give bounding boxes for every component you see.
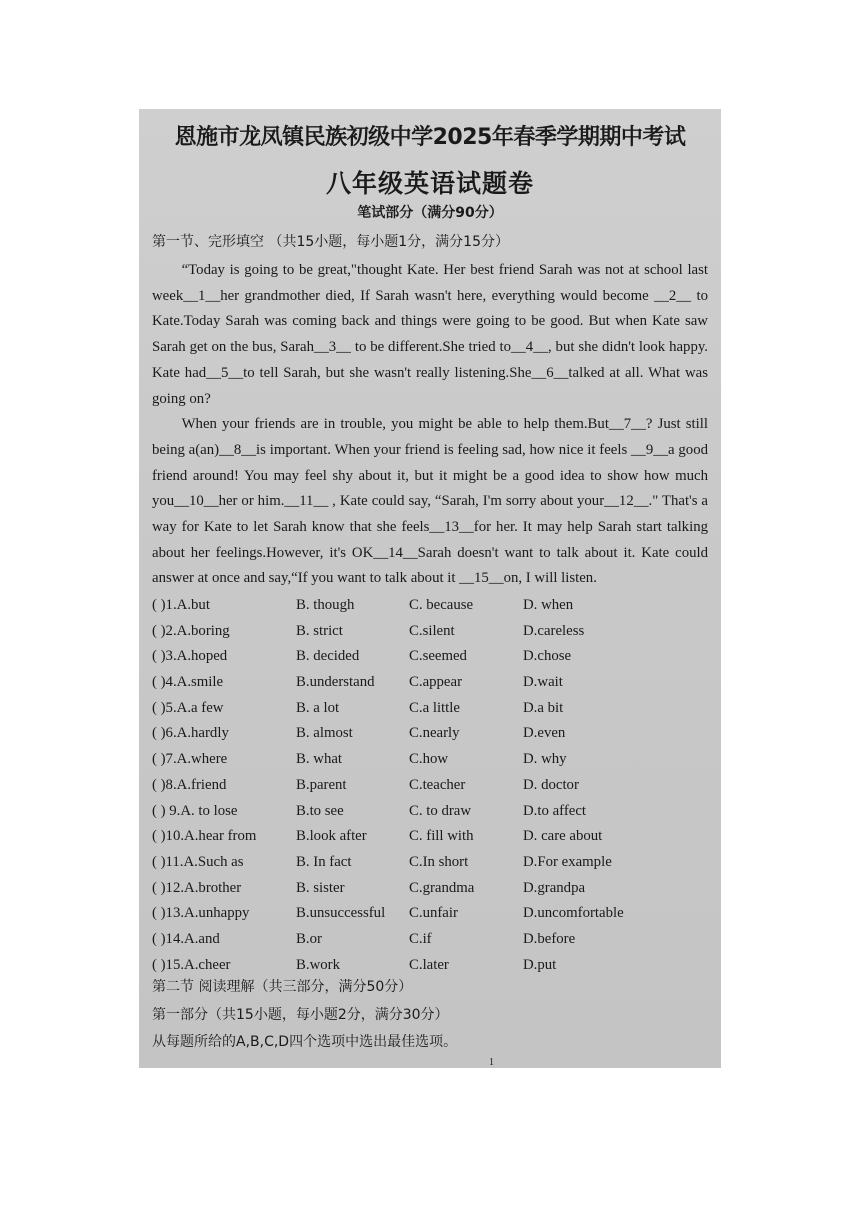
option-row <box>152 901 708 927</box>
option-d: D.grandpa <box>523 879 586 896</box>
option-c: C.a little <box>409 699 460 716</box>
option-c: C.if <box>409 930 432 947</box>
page-number: 1 <box>489 1057 494 1068</box>
option-b: B. though <box>296 597 355 613</box>
option-b: B.look after <box>296 828 367 845</box>
option-question: ( )6.A.hardly <box>152 725 229 742</box>
option-b: B. In fact <box>296 853 352 870</box>
option-question: ( )14.A.and <box>152 930 220 947</box>
option-question: ( )12.A.brother <box>152 879 242 896</box>
option-b: B.to see <box>296 802 344 819</box>
part1-heading: 第一部分（共15小题，每小题2分，满分30分） <box>152 1007 449 1023</box>
option-b: B. almost <box>296 725 353 742</box>
option-c: C.nearly <box>409 725 460 742</box>
options-list <box>152 593 708 978</box>
option-question: ( )7.A.where <box>152 751 228 768</box>
option-b: B. strict <box>296 622 343 639</box>
option-row <box>152 696 708 722</box>
option-d: D.before <box>523 930 576 947</box>
option-d: D.wait <box>523 674 563 691</box>
option-question: ( )10.A.hear from <box>152 828 257 845</box>
option-b: B. sister <box>296 879 345 896</box>
option-row <box>152 799 708 825</box>
exam-paper <box>139 109 721 1068</box>
option-c: C.unfair <box>409 905 458 922</box>
option-d: D. care about <box>523 828 603 845</box>
exam-subtitle: 笔试部分（满分90分） <box>357 205 503 221</box>
option-d: D.uncomfortable <box>523 905 624 922</box>
option-question: ( )11.A.Such as <box>152 853 244 870</box>
section2-heading: 第二节 阅读理解（共三部分，满分50分） <box>152 979 413 995</box>
passage-paragraph-2: When your friends are in trouble, you might be able to help them.But__7__? Just still being a(an)__8__is important. When your friend is feeling sad, how nice it feels __9__a good friend around! You may feel shy about it, but it might be a good idea to show how much you__10__her or him.__11__ , Kate could say, “Sarah, I'm sorry about your__12__." That's a way for Kate to let Sarah know that she feels__13__for her. It may help Sarah start talking about her feelings.However, it's OK__14__Sarah doesn't want to talk about it. Kate could answer at once and say,“If you want to talk about it __15__on, I will listen. <box>152 416 708 587</box>
option-row <box>152 619 708 645</box>
option-c: C.grandma <box>409 879 475 896</box>
option-row <box>152 721 708 747</box>
cloze-passage <box>152 258 708 592</box>
option-row <box>152 850 708 876</box>
option-question: ( )2.A.boring <box>152 622 230 639</box>
option-d: D. why <box>523 751 567 768</box>
option-b: B.or <box>296 930 322 947</box>
option-c: C. because <box>409 597 474 613</box>
option-b: B.work <box>296 956 340 973</box>
school-title: 恩施市龙凤镇民族初级中学2025年春季学期期中考试 <box>174 125 686 150</box>
passage-paragraph-1: “Today is going to be great,"thought Kate. Her best friend Sarah was not at school last week__1__her grandmother died, If Sarah wasn't here, everything would become __2__ to Kate.Today Sarah was coming back and things were going to be good. But when Kate saw Sarah get on the bus, Sarah__3__ to be different.She tried to__4__, but she didn't look happy. Kate had__5__to tell Sarah, but she wasn't really listening.She__6__talked at all. What was going on? <box>152 262 708 407</box>
option-d: D. doctor <box>523 776 579 793</box>
option-question: ( )3.A.hoped <box>152 648 228 665</box>
option-c: C.later <box>409 956 449 973</box>
option-d: D. when <box>523 597 574 613</box>
option-row <box>152 593 708 619</box>
option-d: D.a bit <box>523 699 564 716</box>
option-question: ( )15.A.cheer <box>152 956 231 973</box>
option-d: D.chose <box>523 648 572 665</box>
option-row <box>152 670 708 696</box>
option-question: ( )13.A.unhappy <box>152 905 250 922</box>
option-d: D.careless <box>523 622 585 639</box>
option-question: ( ) 9.A. to lose <box>152 802 238 819</box>
option-b: B. decided <box>296 648 360 665</box>
option-d: D.even <box>523 725 566 742</box>
option-b: B.understand <box>296 674 375 691</box>
option-row <box>152 953 708 979</box>
option-row <box>152 876 708 902</box>
option-b: B. a lot <box>296 699 340 716</box>
option-c: C. fill with <box>409 828 474 845</box>
option-row <box>152 927 708 953</box>
option-c: C.how <box>409 751 449 768</box>
option-c: C.appear <box>409 674 462 691</box>
option-row <box>152 747 708 773</box>
section1-heading: 第一节、完形填空 （共15小题，每小题1分，满分15分） <box>152 234 509 250</box>
option-row <box>152 644 708 670</box>
option-d: D.For example <box>523 853 612 870</box>
option-c: C.silent <box>409 622 455 639</box>
option-c: C. to draw <box>409 802 472 819</box>
option-b: B. what <box>296 751 343 768</box>
option-d: D.put <box>523 956 557 973</box>
option-row <box>152 824 708 850</box>
option-d: D.to affect <box>523 802 586 819</box>
option-b: B.unsuccessful <box>296 905 386 922</box>
instruction-text: 从每题所给的A,B,C,D四个选项中选出最佳选项。 <box>152 1034 458 1050</box>
option-c: C.seemed <box>409 648 467 665</box>
option-b: B.parent <box>296 776 347 793</box>
option-c: C.teacher <box>409 776 466 793</box>
option-question: ( )5.A.a few <box>152 699 224 716</box>
option-question: ( )8.A.friend <box>152 776 227 793</box>
option-question: ( )4.A.smile <box>152 674 224 691</box>
exam-title: 八年级英语试题卷 <box>325 169 534 198</box>
option-row <box>152 773 708 799</box>
option-question: ( )1.A.but <box>152 597 210 613</box>
option-c: C.In short <box>409 853 469 870</box>
